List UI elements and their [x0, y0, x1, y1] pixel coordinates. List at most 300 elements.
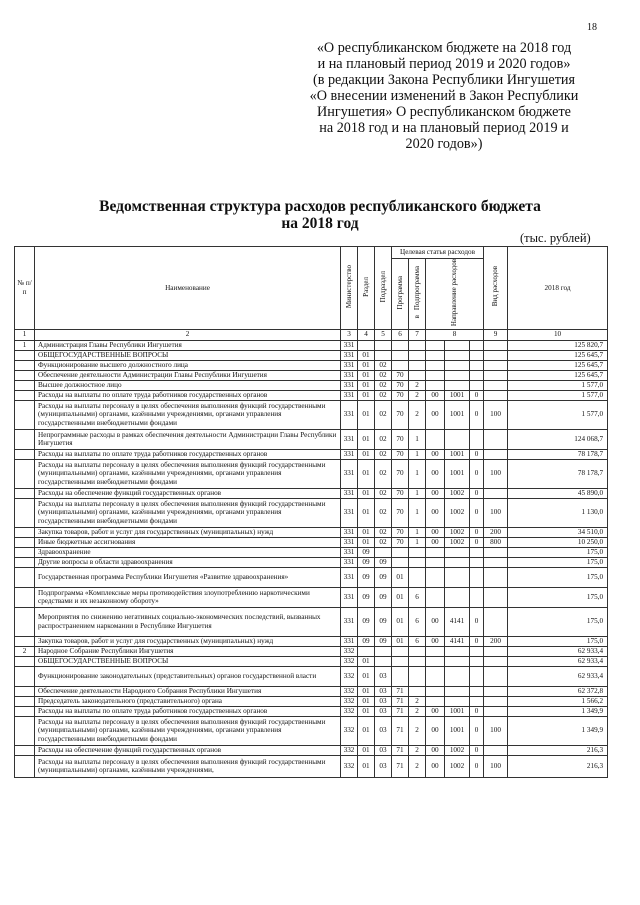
- row-direction-c: [470, 587, 484, 607]
- row-name: Закупка товаров, работ и услуг для государственных (муниципальных) нужд: [35, 636, 341, 646]
- header-line: «О республиканском бюджете на 2018 год: [316, 40, 572, 56]
- table-row: [15, 646, 608, 656]
- row-number: [15, 656, 35, 666]
- row-expense-type: [484, 646, 508, 656]
- row-subprogram: 6: [409, 607, 426, 636]
- row-section: 01: [358, 527, 375, 537]
- row-direction-b: [445, 380, 470, 390]
- row-subprogram: 2: [409, 716, 426, 745]
- row-program: 71: [392, 716, 409, 745]
- row-name: Председатель законодательного (представительного) органа: [35, 696, 341, 706]
- table-row: [15, 557, 608, 567]
- row-number: [15, 607, 35, 636]
- row-direction-c: 0: [470, 449, 484, 459]
- table-row: [15, 587, 608, 607]
- row-subprogram: [409, 666, 426, 686]
- row-expense-type: [484, 696, 508, 706]
- row-subsection: [375, 646, 392, 656]
- row-number: 2: [15, 646, 35, 656]
- row-direction-b: [445, 587, 470, 607]
- row-ministry: 331: [341, 390, 358, 400]
- row-subsection: [375, 340, 392, 350]
- row-section: 09: [358, 557, 375, 567]
- row-number: [15, 686, 35, 696]
- table-row: [15, 716, 608, 745]
- row-subprogram: 2: [409, 745, 426, 755]
- row-name: Закупка товаров, работ и услуг для государственных (муниципальных) нужд: [35, 527, 341, 537]
- row-direction-b: 1002: [445, 755, 470, 777]
- row-ministry: 332: [341, 745, 358, 755]
- row-expense-type: [484, 745, 508, 755]
- row-direction-a: 00: [426, 498, 445, 527]
- row-section: 01: [358, 755, 375, 777]
- row-direction-a: 00: [426, 459, 445, 488]
- row-subsection: 02: [375, 498, 392, 527]
- row-direction-c: [470, 370, 484, 380]
- row-ministry: 332: [341, 706, 358, 716]
- row-ministry: 331: [341, 587, 358, 607]
- row-amount: 124 068,7: [508, 429, 608, 449]
- header-subsection-label: Подраздел: [378, 270, 387, 303]
- row-ministry: 331: [341, 607, 358, 636]
- row-subsection: 03: [375, 696, 392, 706]
- row-ministry: 331: [341, 459, 358, 488]
- row-name: Здравоохранение: [35, 547, 341, 557]
- row-direction-b: 1001: [445, 400, 470, 429]
- row-name: Расходы на выплаты персоналу в целях обеспечения выполнения функций государственными (муниципальными) органами, казёнными учреждениями, органами управления государственными внебюджетными фондами: [35, 498, 341, 527]
- row-direction-a: [426, 350, 445, 360]
- row-direction-c: [470, 380, 484, 390]
- row-amount: 1 349,9: [508, 706, 608, 716]
- row-number: [15, 449, 35, 459]
- row-direction-a: [426, 370, 445, 380]
- row-subsection: 02: [375, 449, 392, 459]
- row-name: ОБЩЕГОСУДАРСТВЕННЫЕ ВОПРОСЫ: [35, 350, 341, 360]
- table-row: [15, 459, 608, 488]
- row-direction-c: [470, 557, 484, 567]
- row-subsection: [375, 547, 392, 557]
- row-subprogram: [409, 547, 426, 557]
- row-ministry: 331: [341, 449, 358, 459]
- row-expense-type: [484, 380, 508, 390]
- table-row: [15, 350, 608, 360]
- header-line: (в редакции Закона Республики Ингушетия: [312, 72, 576, 88]
- row-direction-b: [445, 686, 470, 696]
- row-expense-type: [484, 449, 508, 459]
- row-subsection: 02: [375, 527, 392, 537]
- row-name: Расходы на выплаты по оплате труда работников государственных органов: [35, 449, 341, 459]
- row-program: 70: [392, 390, 409, 400]
- row-number: [15, 636, 35, 646]
- row-direction-a: 00: [426, 527, 445, 537]
- row-direction-a: 00: [426, 449, 445, 459]
- row-direction-b: [445, 567, 470, 587]
- row-amount: 175,0: [508, 636, 608, 646]
- row-name: Расходы на обеспечение функций государственных органов: [35, 745, 341, 755]
- row-program: 71: [392, 706, 409, 716]
- table-row: [15, 567, 608, 587]
- header-subprogram-v: в: [412, 315, 421, 319]
- row-program: 01: [392, 567, 409, 587]
- row-name: Расходы на выплаты по оплате труда работников государственных органов: [35, 706, 341, 716]
- row-subprogram: [409, 686, 426, 696]
- row-number: [15, 498, 35, 527]
- row-number: [15, 370, 35, 380]
- row-section: 01: [358, 498, 375, 527]
- row-section: 09: [358, 636, 375, 646]
- row-number: [15, 755, 35, 777]
- table-row: [15, 696, 608, 706]
- row-section: [358, 646, 375, 656]
- row-subsection: 02: [375, 459, 392, 488]
- row-name: Непрограммные расходы в рамках обеспечения деятельности Администрации Главы Республики Ингушетия: [35, 429, 341, 449]
- table-body: [15, 340, 608, 777]
- row-direction-c: [470, 429, 484, 449]
- row-expense-type: [484, 656, 508, 666]
- row-ministry: 331: [341, 547, 358, 557]
- row-amount: 1 577,0: [508, 390, 608, 400]
- row-direction-a: 00: [426, 607, 445, 636]
- row-amount: 175,0: [508, 547, 608, 557]
- row-number: [15, 557, 35, 567]
- row-amount: 62 933,4: [508, 656, 608, 666]
- row-name: Государственная программа Республики Ингушетия «Развитие здравоохранения»: [35, 567, 341, 587]
- row-subprogram: [409, 567, 426, 587]
- row-direction-c: 0: [470, 537, 484, 547]
- row-direction-c: [470, 340, 484, 350]
- row-section: 01: [358, 459, 375, 488]
- row-direction-b: [445, 429, 470, 449]
- row-direction-c: [470, 567, 484, 587]
- row-subsection: 09: [375, 587, 392, 607]
- row-direction-b: 1001: [445, 459, 470, 488]
- row-number: [15, 666, 35, 686]
- row-direction-b: [445, 340, 470, 350]
- row-direction-a: [426, 587, 445, 607]
- table-row: [15, 547, 608, 557]
- row-section: 01: [358, 370, 375, 380]
- row-subprogram: 1: [409, 527, 426, 537]
- row-expense-type: 100: [484, 400, 508, 429]
- header-line: «О внесении изменений в Закон Республики: [309, 88, 579, 104]
- row-program: [392, 360, 409, 370]
- row-program: [392, 646, 409, 656]
- table-row: [15, 370, 608, 380]
- row-subprogram: 1: [409, 449, 426, 459]
- table-row: [15, 706, 608, 716]
- row-section: 01: [358, 350, 375, 360]
- table-row: [15, 745, 608, 755]
- row-expense-type: [484, 340, 508, 350]
- header-line: на 2018 год и на плановый период 2019 и: [319, 120, 569, 136]
- row-subprogram: 6: [409, 587, 426, 607]
- row-number: [15, 360, 35, 370]
- row-subprogram: [409, 360, 426, 370]
- row-section: 09: [358, 587, 375, 607]
- header-program-label: Программа: [395, 275, 404, 310]
- column-index: 6: [392, 329, 409, 340]
- row-expense-type: [484, 706, 508, 716]
- row-expense-type: 200: [484, 636, 508, 646]
- row-number: [15, 527, 35, 537]
- row-ministry: 332: [341, 755, 358, 777]
- units-label: (тыс. рублей): [520, 231, 591, 245]
- row-number: [15, 745, 35, 755]
- column-index: 10: [508, 329, 608, 340]
- row-expense-type: [484, 488, 508, 498]
- row-subprogram: [409, 370, 426, 380]
- row-direction-a: 00: [426, 755, 445, 777]
- row-program: 70: [392, 488, 409, 498]
- row-direction-c: 0: [470, 400, 484, 429]
- row-direction-a: [426, 547, 445, 557]
- row-direction-a: [426, 340, 445, 350]
- row-direction-a: [426, 666, 445, 686]
- row-direction-b: 1001: [445, 390, 470, 400]
- row-direction-a: 00: [426, 745, 445, 755]
- row-program: 70: [392, 400, 409, 429]
- row-section: 01: [358, 380, 375, 390]
- header-section: [358, 247, 375, 330]
- row-subsection: 02: [375, 488, 392, 498]
- row-program: 01: [392, 587, 409, 607]
- row-number: [15, 537, 35, 547]
- row-program: 71: [392, 755, 409, 777]
- row-number: [15, 706, 35, 716]
- row-expense-type: [484, 429, 508, 449]
- table-row: [15, 498, 608, 527]
- row-subsection: 02: [375, 360, 392, 370]
- table-row: [15, 686, 608, 696]
- row-direction-b: 1002: [445, 745, 470, 755]
- header-direction: [426, 259, 484, 330]
- row-ministry: 331: [341, 340, 358, 350]
- row-name: Обеспечение деятельности Администрации Главы Республики Ингушетия: [35, 370, 341, 380]
- row-subsection: 09: [375, 636, 392, 646]
- header-subprogram-label: Подпрограмма: [412, 266, 421, 311]
- row-name: Мероприятия по снижению негативных социально-экономических последствий, вызванных распространением наркомании в Республике Ингушетия: [35, 607, 341, 636]
- row-section: 01: [358, 429, 375, 449]
- row-number: [15, 547, 35, 557]
- row-ministry: 332: [341, 696, 358, 706]
- row-section: 09: [358, 547, 375, 557]
- row-subsection: 02: [375, 537, 392, 547]
- header-ministry-label: Министерство: [344, 264, 353, 309]
- row-section: 01: [358, 686, 375, 696]
- row-subsection: 03: [375, 706, 392, 716]
- row-direction-c: 0: [470, 527, 484, 537]
- row-section: 01: [358, 449, 375, 459]
- row-direction-b: [445, 696, 470, 706]
- row-direction-b: 4141: [445, 636, 470, 646]
- column-index: 1: [15, 329, 35, 340]
- row-name: Расходы на выплаты персоналу в целях обеспечения выполнения функций государственными (муниципальными) органами, казёнными учреждениями, органами управления государственными внебюджетными фондами: [35, 716, 341, 745]
- row-expense-type: [484, 607, 508, 636]
- row-direction-b: 1002: [445, 527, 470, 537]
- row-name: Высшее должностное лицо: [35, 380, 341, 390]
- row-direction-c: [470, 350, 484, 360]
- row-subsection: [375, 656, 392, 666]
- row-amount: 216,3: [508, 755, 608, 777]
- row-ministry: 331: [341, 380, 358, 390]
- header-year: 2018 год: [508, 247, 608, 330]
- row-number: [15, 696, 35, 706]
- row-direction-b: [445, 547, 470, 557]
- table-row: [15, 340, 608, 350]
- row-direction-a: [426, 557, 445, 567]
- row-number: [15, 350, 35, 360]
- table-header: [15, 247, 608, 341]
- row-direction-b: [445, 557, 470, 567]
- row-program: 70: [392, 459, 409, 488]
- row-subprogram: [409, 656, 426, 666]
- row-direction-a: [426, 429, 445, 449]
- header-expense-type: [484, 247, 508, 330]
- row-expense-type: 800: [484, 537, 508, 547]
- title-line: Ведомственная структура расходов республиканского бюджета: [99, 198, 541, 215]
- header-num: № п/п: [15, 247, 35, 330]
- header-program: [392, 259, 409, 330]
- row-subprogram: 1: [409, 429, 426, 449]
- row-direction-b: [445, 370, 470, 380]
- page-number: 18: [587, 22, 597, 33]
- row-direction-a: 00: [426, 636, 445, 646]
- row-amount: 34 510,0: [508, 527, 608, 537]
- row-program: [392, 656, 409, 666]
- row-expense-type: [484, 666, 508, 686]
- header-subprogram: [409, 259, 426, 330]
- row-section: 09: [358, 607, 375, 636]
- header-line: 2020 годов»): [405, 136, 483, 152]
- row-ministry: 331: [341, 488, 358, 498]
- row-direction-c: 0: [470, 459, 484, 488]
- row-direction-b: 1001: [445, 716, 470, 745]
- row-direction-b: 1001: [445, 449, 470, 459]
- row-direction-c: [470, 360, 484, 370]
- row-program: 71: [392, 745, 409, 755]
- header-expense-type-label: Вид расходов: [491, 266, 500, 307]
- row-direction-c: 0: [470, 706, 484, 716]
- row-direction-a: 00: [426, 390, 445, 400]
- row-section: 01: [358, 716, 375, 745]
- row-direction-a: 00: [426, 716, 445, 745]
- row-subprogram: 2: [409, 380, 426, 390]
- row-amount: 175,0: [508, 607, 608, 636]
- table-row: [15, 360, 608, 370]
- row-direction-c: 0: [470, 636, 484, 646]
- row-subsection: 09: [375, 557, 392, 567]
- row-amount: 125 645,7: [508, 370, 608, 380]
- row-program: 70: [392, 380, 409, 390]
- row-amount: 216,3: [508, 745, 608, 755]
- row-expense-type: [484, 390, 508, 400]
- column-index: 2: [35, 329, 341, 340]
- row-subprogram: 1: [409, 459, 426, 488]
- header-line: Ингушетия» О республиканском бюджете: [317, 104, 571, 120]
- row-expense-type: [484, 587, 508, 607]
- row-ministry: 331: [341, 636, 358, 646]
- row-program: [392, 557, 409, 567]
- row-section: 01: [358, 745, 375, 755]
- row-subprogram: 1: [409, 488, 426, 498]
- row-subprogram: 1: [409, 537, 426, 547]
- row-name: Администрация Главы Республики Ингушетия: [35, 340, 341, 350]
- row-direction-b: [445, 350, 470, 360]
- row-name: Расходы на обеспечение функций государственных органов: [35, 488, 341, 498]
- table-row: [15, 755, 608, 777]
- row-ministry: 331: [341, 527, 358, 537]
- row-direction-c: [470, 666, 484, 686]
- column-index: 3: [341, 329, 358, 340]
- row-subsection: [375, 350, 392, 360]
- row-section: [358, 340, 375, 350]
- row-amount: 1 349,9: [508, 716, 608, 745]
- row-subprogram: 2: [409, 400, 426, 429]
- row-name: Другие вопросы в области здравоохранения: [35, 557, 341, 567]
- row-expense-type: [484, 370, 508, 380]
- row-number: [15, 429, 35, 449]
- row-direction-a: 00: [426, 706, 445, 716]
- row-section: 01: [358, 656, 375, 666]
- row-number: [15, 459, 35, 488]
- row-expense-type: 100: [484, 716, 508, 745]
- column-index: 9: [484, 329, 508, 340]
- title-line: на 2018 год: [281, 215, 359, 232]
- row-subsection: 03: [375, 686, 392, 696]
- table-row: [15, 488, 608, 498]
- row-program: 70: [392, 537, 409, 547]
- row-ministry: 331: [341, 370, 358, 380]
- row-ministry: 331: [341, 537, 358, 547]
- row-direction-b: 1002: [445, 498, 470, 527]
- column-index: 5: [375, 329, 392, 340]
- header-direction-label: Направление расходов: [450, 259, 459, 327]
- row-direction-a: [426, 646, 445, 656]
- row-ministry: 332: [341, 656, 358, 666]
- row-amount: 1 130,0: [508, 498, 608, 527]
- row-subprogram: 2: [409, 706, 426, 716]
- row-number: 1: [15, 340, 35, 350]
- row-program: 71: [392, 686, 409, 696]
- row-subsection: 02: [375, 390, 392, 400]
- row-program: 70: [392, 449, 409, 459]
- table-row: [15, 527, 608, 537]
- row-expense-type: 100: [484, 498, 508, 527]
- row-expense-type: 100: [484, 755, 508, 777]
- budget-table: [14, 246, 608, 778]
- row-program: [392, 340, 409, 350]
- row-direction-c: [470, 547, 484, 557]
- row-subsection: 03: [375, 745, 392, 755]
- row-direction-b: 1002: [445, 488, 470, 498]
- row-expense-type: [484, 686, 508, 696]
- row-ministry: 331: [341, 360, 358, 370]
- row-direction-b: 1002: [445, 537, 470, 547]
- table-row: [15, 537, 608, 547]
- row-subprogram: 2: [409, 390, 426, 400]
- row-direction-c: 0: [470, 745, 484, 755]
- row-section: 01: [358, 696, 375, 706]
- row-subsection: 02: [375, 429, 392, 449]
- row-section: 01: [358, 400, 375, 429]
- row-section: 01: [358, 360, 375, 370]
- row-ministry: 331: [341, 429, 358, 449]
- row-direction-a: [426, 380, 445, 390]
- row-subsection: 02: [375, 400, 392, 429]
- column-index: 7: [409, 329, 426, 340]
- row-ministry: 331: [341, 400, 358, 429]
- row-ministry: 332: [341, 716, 358, 745]
